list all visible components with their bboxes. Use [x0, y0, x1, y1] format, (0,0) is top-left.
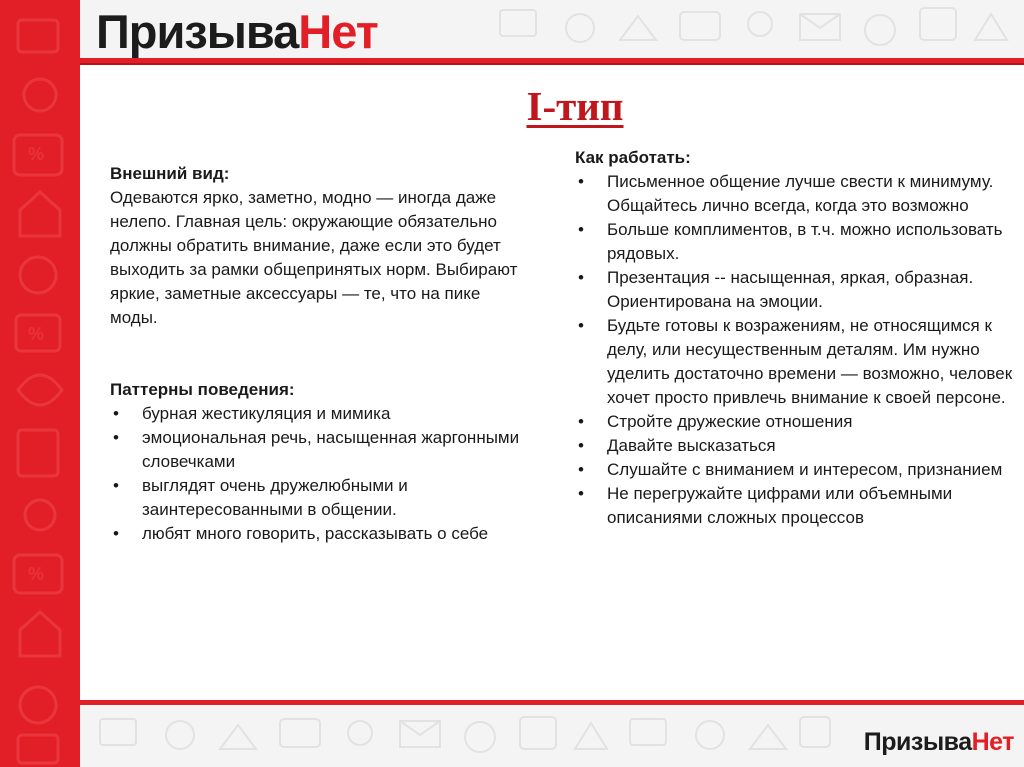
list-item: • Будьте готовы к возражениям, не относящимся к делу, или несущественным деталям. Им нужно уделить достаточно времени — возможно, человек хочет просто привлечь внимание к своей персоне. [575, 314, 1020, 410]
footer-brand-logo-part1: Призыва [863, 728, 972, 756]
doodle-pattern [0, 0, 80, 767]
list-item: • Письменное общение лучше свести к минимуму. Общайтесь лично всегда, когда это возможно [575, 170, 1020, 218]
left-decor-band [0, 0, 80, 767]
footer-brand-logo [864, 728, 1014, 757]
list-item: • бурная жестикуляция и мимика [110, 402, 530, 426]
footer-brand-logo-part2: Нет [971, 728, 1014, 756]
list-item: • любят много говорить, рассказывать о себе [110, 522, 530, 546]
list-item: • Больше комплиментов, в т.ч. можно использовать рядовых. [575, 218, 1020, 266]
list-item: • Давайте высказаться [575, 434, 1020, 458]
appearance-heading: Внешний вид: [110, 164, 230, 183]
list-item: • эмоциональная речь, насыщенная жаргонными словечками [110, 426, 530, 474]
patterns-heading: Паттерны поведения: [110, 380, 295, 399]
svg-text:%: % [28, 564, 45, 584]
list-item: • Не перегружайте цифрами или объемными описаниями сложных процессов [575, 482, 1020, 530]
brand-logo [96, 6, 378, 58]
patterns-list [110, 402, 530, 546]
slide-title: I-тип [526, 83, 624, 129]
howto-list [575, 170, 1020, 530]
list-item: • выглядят очень дружелюбными и заинтересованными в общении. [110, 474, 530, 522]
brand-logo-part2: Нет [298, 5, 378, 58]
section-spacer [110, 330, 530, 378]
svg-text:%: % [28, 144, 45, 164]
list-item: • Слушайте с вниманием и интересом, признанием [575, 458, 1020, 482]
header-divider-shadow [80, 63, 1024, 65]
right-column [575, 146, 1020, 530]
list-item: • Стройте дружеские отношения [575, 410, 1020, 434]
list-item: • Презентация -- насыщенная, яркая, образная. Ориентирована на эмоции. [575, 266, 1020, 314]
svg-text:%: % [28, 324, 45, 344]
left-column [110, 162, 530, 546]
brand-logo-part1: Призыва [96, 5, 299, 58]
howto-heading: Как работать: [575, 148, 691, 167]
appearance-text: Одеваются ярко, заметно, модно — иногда даже нелепо. Главная цель: окружающие обязательно должны обратить внимание, даже если это будет выходить за рамки общепринятых норм. Выбирают яркие, заметные аксессуары — те, что на пике моды. [110, 188, 518, 327]
